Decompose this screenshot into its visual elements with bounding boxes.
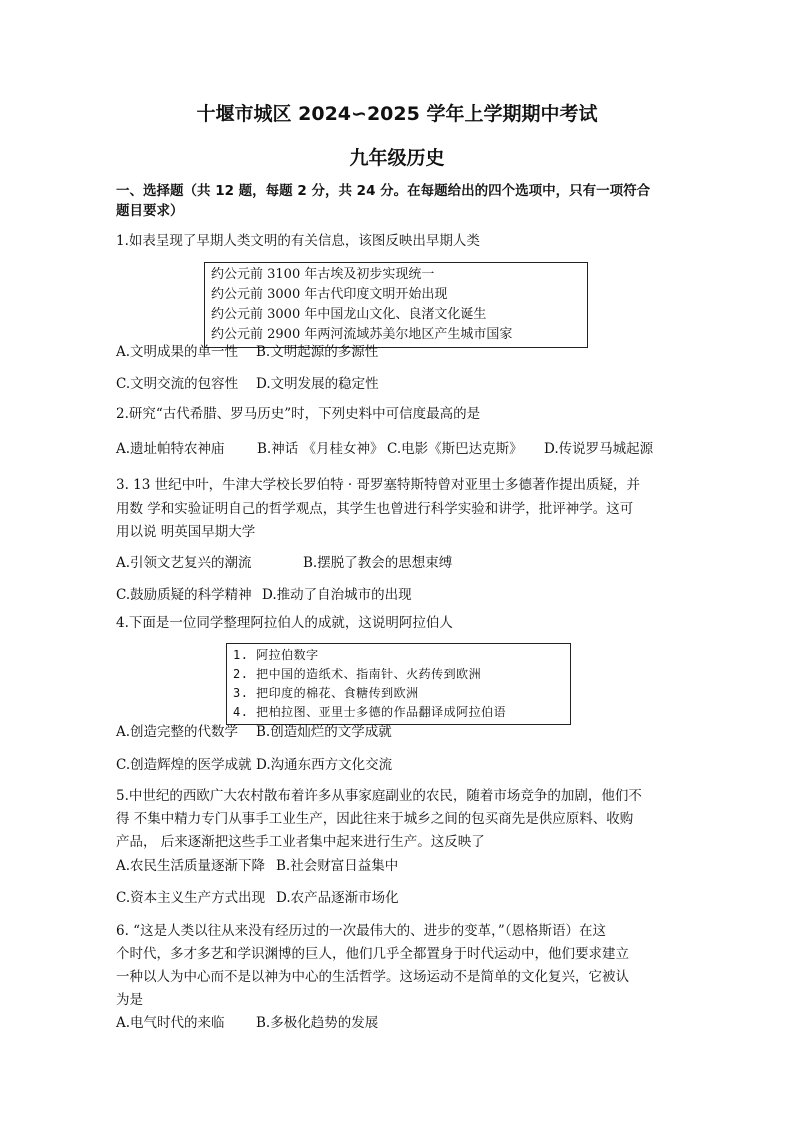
section-header-line-1: 一、选择题（共 12 题，每题 2 分，共 24 分。在每题给出的四个选项中，只有一项符合 [116, 183, 651, 199]
q2-option-d[interactable]: D.传说罗马城起源 [544, 441, 654, 457]
q6-stem-line-2: 个时代，多才多艺和学识渊博的巨人，他们几乎全都置身于时代运动中，他们要求建立 [116, 946, 629, 962]
q6-option-a[interactable]: A.电气时代的来临 [116, 1015, 225, 1031]
q6-stem-line-1: 6. “这是人类以往从来没有经历过的一次最伟大的、进步的变革，”（恩格斯语）在这 [116, 923, 606, 939]
q1-table [204, 262, 588, 348]
q3-stem-line-2: 用数 学和实验证明自己的哲学观点，其学生也曾进行科学实验和讲学，批评神学。这可 [116, 501, 634, 517]
q1-table-row: 约公元前 3000 年中国龙山文化、良渚文化诞生 [211, 307, 487, 322]
q5-stem-line-2: 得 不集中精力专门从事手工业生产，因此往来于城乡之间的包买商先是供应原料、收购 [116, 811, 634, 827]
q6-option-b[interactable]: B.多极化趋势的发展 [256, 1015, 379, 1031]
q4-stem: 4.下面是一位同学整理阿拉伯人的成就，这说明阿拉伯人 [116, 615, 453, 631]
q2-option-b[interactable]: B.神话 《月桂女神》 [257, 441, 384, 457]
q5-stem-line-3: 产品， 后来逐渐把这些手工业者集中起来进行生产。这反映了 [116, 834, 485, 850]
q4-option-d[interactable]: D.沟通东西方文化交流 [256, 757, 393, 773]
q3-stem-line-3: 用以说 明英国早期大学 [116, 524, 256, 540]
q4-option-a[interactable]: A.创造完整的代数学 [116, 724, 239, 740]
page-title: 十堰市城区 2024∽2025 学年上学期期中考试 [196, 103, 598, 125]
q4-table-row: 2. 把中国的造纸术、指南针、火药传到欧洲 [233, 667, 482, 681]
q4-table-row: 3. 把印度的棉花、食糖传到欧洲 [233, 686, 419, 700]
q3-option-b[interactable]: B.摆脱了教会的思想束缚 [303, 555, 453, 571]
q2-stem: 2.研究“古代希腊、罗马历史”时，下列史料中可信度最高的是 [116, 406, 481, 422]
page-subtitle: 九年级历史 [349, 147, 445, 169]
q5-option-b[interactable]: B.社会财富日益集中 [276, 858, 399, 874]
q5-stem-line-1: 5.中世纪的西欧广大农村散布着许多从事家庭副业的农民，随着市场竞争的加剧，他们不 [116, 788, 642, 804]
q3-option-c[interactable]: C.鼓励质疑的科学精神 [116, 587, 252, 603]
q2-option-c[interactable]: C.电影《斯巴达克斯》 [387, 441, 523, 457]
q5-option-c[interactable]: C.资本主义生产方式出现 [116, 890, 266, 906]
q1-option-d[interactable]: D.文明发展的稳定性 [256, 376, 379, 392]
q1-option-c[interactable]: C.文明交流的包容性 [116, 376, 239, 392]
section-header-line-2: 题目要求） [116, 203, 184, 219]
q5-option-a[interactable]: A.农民生活质量逐渐下降 [116, 858, 266, 874]
q1-stem: 1.如表呈现了早期人类文明的有关信息，该图反映出早期人类 [116, 233, 480, 249]
q3-option-d[interactable]: D.推动了自治城市的出现 [262, 587, 412, 603]
q4-table-row: 4. 把柏拉图、亚里士多德的作品翻译成阿拉伯语 [233, 705, 507, 719]
q4-option-b[interactable]: B.创造灿烂的文学成就 [256, 724, 392, 740]
q6-stem-line-3: 一种以人为中心而不是以神为中心的生活哲学。这场运动不是简单的文化复兴，它被认 [116, 969, 629, 985]
q1-table-row: 约公元前 2900 年两河流域苏美尔地区产生城市国家 [211, 327, 513, 342]
q4-option-c[interactable]: C.创造辉煌的医学成就 [116, 757, 252, 773]
q1-option-b[interactable]: B.文明起源的多源性 [256, 344, 379, 360]
q1-option-a[interactable]: A.文明成果的单一性 [116, 344, 239, 360]
q6-stem-line-4: 为是 [116, 992, 143, 1008]
q4-table-row: 1. 阿拉伯数字 [233, 648, 319, 662]
q2-option-a[interactable]: A.遗址帕特农神庙 [116, 441, 225, 457]
q3-stem-line-1: 3. 13 世纪中叶，牛津大学校长罗伯特 · 哥罗塞特斯特曾对亚里士多德著作提出质疑，并 [116, 477, 641, 493]
q3-option-a[interactable]: A.引领文艺复兴的潮流 [116, 555, 252, 571]
q1-table-row: 约公元前 3100 年古埃及初步实现统一 [211, 267, 435, 282]
q5-option-d[interactable]: D.农产品逐渐市场化 [276, 890, 399, 906]
q1-table-row: 约公元前 3000 年古代印度文明开始出现 [211, 287, 448, 302]
q4-table [226, 643, 571, 725]
